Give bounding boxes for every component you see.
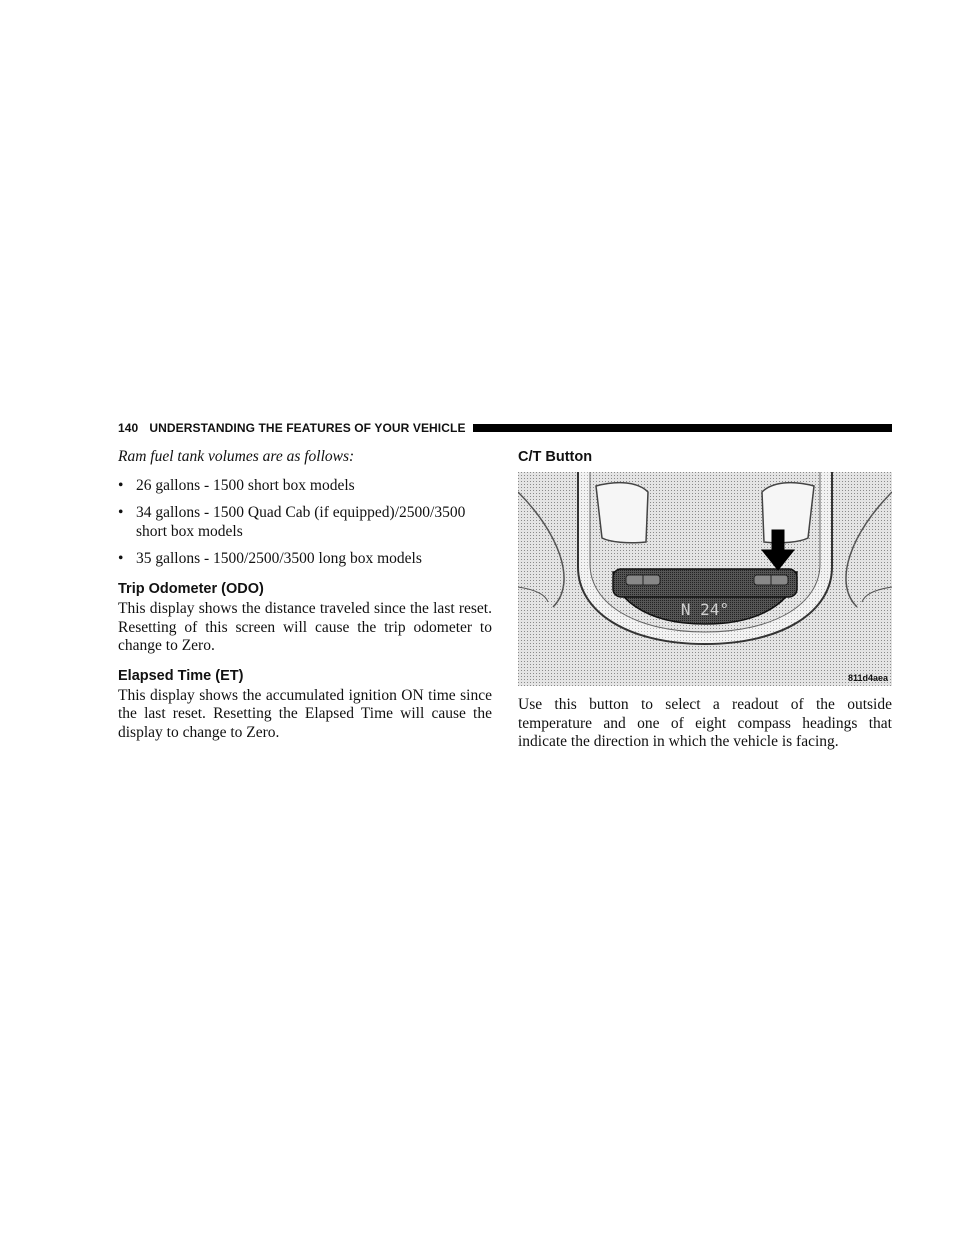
page-number: 140	[118, 421, 139, 435]
header-text	[118, 421, 466, 435]
left-column	[118, 448, 492, 743]
overhead-console-illustration	[518, 472, 892, 686]
list-item: • 26 gallons - 1500 short box models	[118, 476, 355, 494]
bullet-icon: •	[118, 550, 124, 568]
display-readout: N 24°	[680, 600, 730, 619]
elapsed-time-section	[118, 667, 492, 743]
bullet-icon: •	[118, 476, 124, 494]
list-item: • 35 gallons - 1500/2500/3500 long box models	[118, 550, 422, 568]
ct-button-body: Use this button to select a readout of the outside temperature and one of eight compass headings that indicate the direction in which the vehicle is facing.	[518, 696, 892, 751]
ct-button-heading: C/T Button	[518, 449, 593, 465]
trip-odometer-heading: Trip Odometer (ODO)	[118, 580, 264, 597]
header-rule	[473, 424, 892, 432]
elapsed-time-body: This display shows the accumulated ignition ON time since the last reset. Resetting the Elapsed Time will cause the display to change to Zero.	[118, 686, 492, 741]
chapter-title: UNDERSTANDING THE FEATURES OF YOUR VEHICLE	[149, 421, 466, 435]
overhead-console-drawing	[518, 472, 892, 686]
elapsed-time-heading: Elapsed Time (ET)	[118, 667, 244, 684]
fuel-tank-intro: Ram fuel tank volumes are as follows:	[118, 448, 355, 465]
figure-code: 811d4aea	[847, 673, 888, 683]
bullet-icon: •	[118, 504, 124, 522]
page-header	[118, 420, 892, 436]
right-column	[518, 448, 892, 752]
trip-odometer-section	[118, 580, 492, 656]
trip-odometer-body: This display shows the distance traveled since the last reset. Resetting of this screen will cause the trip odometer to change to Zero.	[118, 599, 492, 655]
list-item: • 34 gallons - 1500 Quad Cab (if equipped)/2500/3500 short box models	[118, 504, 466, 540]
fuel-tank-list	[118, 477, 492, 569]
